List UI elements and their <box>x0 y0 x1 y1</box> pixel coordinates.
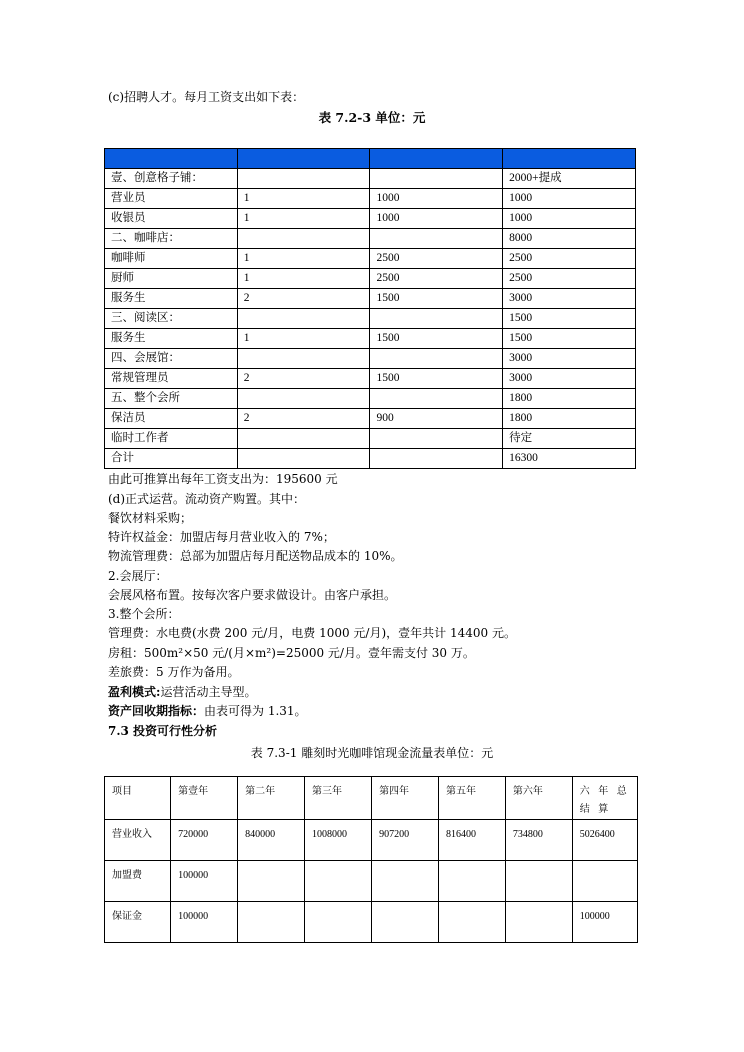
table-cell: 1000 <box>370 189 503 209</box>
table-cell <box>237 309 370 329</box>
table-cell <box>237 229 370 249</box>
franchise-fee-line: 特许权益金：加盟店每月营业收入的 7%； <box>108 530 335 544</box>
table-cell <box>370 169 503 189</box>
table-cell <box>370 389 503 409</box>
table-cell: 2500 <box>370 269 503 289</box>
table-cell <box>438 861 505 902</box>
salary-header-cell <box>237 149 370 169</box>
table-cell: 2 <box>237 409 370 429</box>
table-cell <box>370 309 503 329</box>
table-header-cell: 项目 <box>105 777 171 820</box>
table-cell: 1000 <box>503 209 636 229</box>
table-cell: 三、阅读区： <box>105 309 238 329</box>
table-row <box>105 249 636 269</box>
travel-expense-line: 差旅费：5 万作为备用。 <box>108 665 240 679</box>
table-cell: 五、整个会所 <box>105 389 238 409</box>
table2-caption: 表 7.3-1 雕刻时光咖啡馆现金流量表单位：元 <box>250 746 494 760</box>
table-cell: 3000 <box>503 289 636 309</box>
operation-paragraph: (d)正式运营。流动资产购置。其中： <box>108 492 306 506</box>
table-row <box>105 269 636 289</box>
table-cell: 900 <box>370 409 503 429</box>
table-cell: 合计 <box>105 449 238 469</box>
table-cell: 840000 <box>238 820 305 861</box>
table-row <box>105 209 636 229</box>
table-cell <box>237 429 370 449</box>
management-fee-line: 管理费：水电费(水费 200 元/月，电费 1000 元/月)，壹年共计 14400 元。 <box>108 626 516 640</box>
table1-caption: 表 7.2-3 单位：元 <box>318 110 426 125</box>
profit-model-line <box>108 683 256 701</box>
exhibition-style-line: 会展风格布置。按每次客户要求做设计。由客户承担。 <box>108 588 397 602</box>
table-row <box>105 409 636 429</box>
profit-model-label: 盈利模式: <box>108 685 161 699</box>
table-cell: 734800 <box>505 820 572 861</box>
table-cell <box>372 902 439 943</box>
table-cell: 1000 <box>503 189 636 209</box>
table-row <box>105 429 636 449</box>
table-cell: 营业员 <box>105 189 238 209</box>
table-cell: 1 <box>237 329 370 349</box>
table-cell: 1 <box>237 189 370 209</box>
table-cell: 1500 <box>503 329 636 349</box>
table-cell: 常规管理员 <box>105 369 238 389</box>
table-cell: 100000 <box>171 902 238 943</box>
table-cell: 咖啡师 <box>105 249 238 269</box>
payback-label: 资产回收期指标： <box>108 704 205 718</box>
table-header-cell: 六 年 总 结 算 <box>572 777 637 820</box>
salary-header-cell <box>105 149 238 169</box>
table-cell: 四、会展馆： <box>105 349 238 369</box>
table-row <box>105 169 636 189</box>
table-cell: 临时工作者 <box>105 429 238 449</box>
table-cell: 2500 <box>503 249 636 269</box>
salary-table <box>104 148 636 469</box>
table-cell <box>237 389 370 409</box>
cash-flow-table <box>104 776 638 943</box>
payback-line <box>108 702 307 720</box>
table-cell: 营业收入 <box>105 820 171 861</box>
payback-text: 由表可得为 1.31。 <box>204 704 307 718</box>
table-cell <box>505 861 572 902</box>
table-cell <box>370 449 503 469</box>
table-cell: 2500 <box>370 249 503 269</box>
table-cell: 3000 <box>503 349 636 369</box>
table-header-cell: 第三年 <box>304 777 371 820</box>
logistics-fee-line: 物流管理费：总部为加盟店每月配送物品成本的 10%。 <box>108 549 403 563</box>
table-cell: 1500 <box>503 309 636 329</box>
table-cell: 816400 <box>438 820 505 861</box>
table-cell: 待定 <box>503 429 636 449</box>
table-row <box>105 861 638 902</box>
table-cell: 3000 <box>503 369 636 389</box>
section-heading: 7.3 投资可行性分析 <box>108 724 218 738</box>
table-cell: 907200 <box>372 820 439 861</box>
table-row <box>105 820 638 861</box>
table-cell: 5026400 <box>572 820 637 861</box>
table-row <box>105 289 636 309</box>
table-cell <box>238 902 305 943</box>
table-cell: 厨师 <box>105 269 238 289</box>
food-purchase-line: 餐饮材料采购； <box>108 511 193 525</box>
table-header-cell: 第壹年 <box>171 777 238 820</box>
table-cell <box>304 902 371 943</box>
table-cell: 壹、创意格子铺： <box>105 169 238 189</box>
table-cell: 1 <box>237 269 370 289</box>
table-cell: 2 <box>237 289 370 309</box>
exhibition-hall-heading: 2.会展厅： <box>108 569 168 583</box>
table-cell <box>237 349 370 369</box>
table-cell: 100000 <box>171 861 238 902</box>
table-cell: 1500 <box>370 329 503 349</box>
table-cell: 收银员 <box>105 209 238 229</box>
table-cell: 2 <box>237 369 370 389</box>
salary-header-cell <box>503 149 636 169</box>
table-cell: 加盟费 <box>105 861 171 902</box>
table-cell <box>370 349 503 369</box>
club-heading: 3.整个会所： <box>108 607 180 621</box>
rent-line: 房租：500m²×50 元/(月×m²)=25000 元/月。壹年需支付 30 万。 <box>108 646 475 660</box>
table-header-cell: 第六年 <box>505 777 572 820</box>
table-cell: 1500 <box>370 369 503 389</box>
table-cell: 2000+提成 <box>503 169 636 189</box>
table-row <box>105 309 636 329</box>
intro-paragraph: (c)招聘人才。每月工资支出如下表： <box>108 90 305 104</box>
salary-header-row <box>105 149 636 169</box>
table-header-cell: 第二年 <box>238 777 305 820</box>
table-cell: 1 <box>237 209 370 229</box>
table-row <box>105 389 636 409</box>
table-header-cell: 第四年 <box>372 777 439 820</box>
table-cell: 2500 <box>503 269 636 289</box>
table-row <box>105 189 636 209</box>
table-cell: 720000 <box>171 820 238 861</box>
table-row <box>105 329 636 349</box>
table-cell: 保证金 <box>105 902 171 943</box>
table-cell <box>572 861 637 902</box>
table-cell: 二、咖啡店： <box>105 229 238 249</box>
table-cell: 1 <box>237 249 370 269</box>
table-header-cell: 第五年 <box>438 777 505 820</box>
table-cell: 保洁员 <box>105 409 238 429</box>
table-cell <box>237 169 370 189</box>
salary-header-cell <box>370 149 503 169</box>
profit-model-text: 运营活动主导型。 <box>160 685 257 699</box>
table-cell: 100000 <box>572 902 637 943</box>
table-cell <box>238 861 305 902</box>
table-header-row <box>105 777 638 820</box>
table-cell: 1500 <box>370 289 503 309</box>
table-row <box>105 349 636 369</box>
annual-salary-paragraph: 由此可推算出每年工资支出为：195600 元 <box>108 472 338 486</box>
table-cell: 1008000 <box>304 820 371 861</box>
table-cell: 8000 <box>503 229 636 249</box>
table-cell <box>372 861 439 902</box>
table-row <box>105 369 636 389</box>
table-cell: 1800 <box>503 389 636 409</box>
table-row <box>105 449 636 469</box>
table-cell: 1000 <box>370 209 503 229</box>
table-cell <box>505 902 572 943</box>
table-row <box>105 902 638 943</box>
table-row <box>105 229 636 249</box>
table-cell <box>438 902 505 943</box>
table-cell <box>237 449 370 469</box>
table-cell <box>370 429 503 449</box>
table-cell: 16300 <box>503 449 636 469</box>
table-cell <box>370 229 503 249</box>
table-cell: 服务生 <box>105 289 238 309</box>
table-cell: 服务生 <box>105 329 238 349</box>
table-cell: 1800 <box>503 409 636 429</box>
table-cell <box>304 861 371 902</box>
